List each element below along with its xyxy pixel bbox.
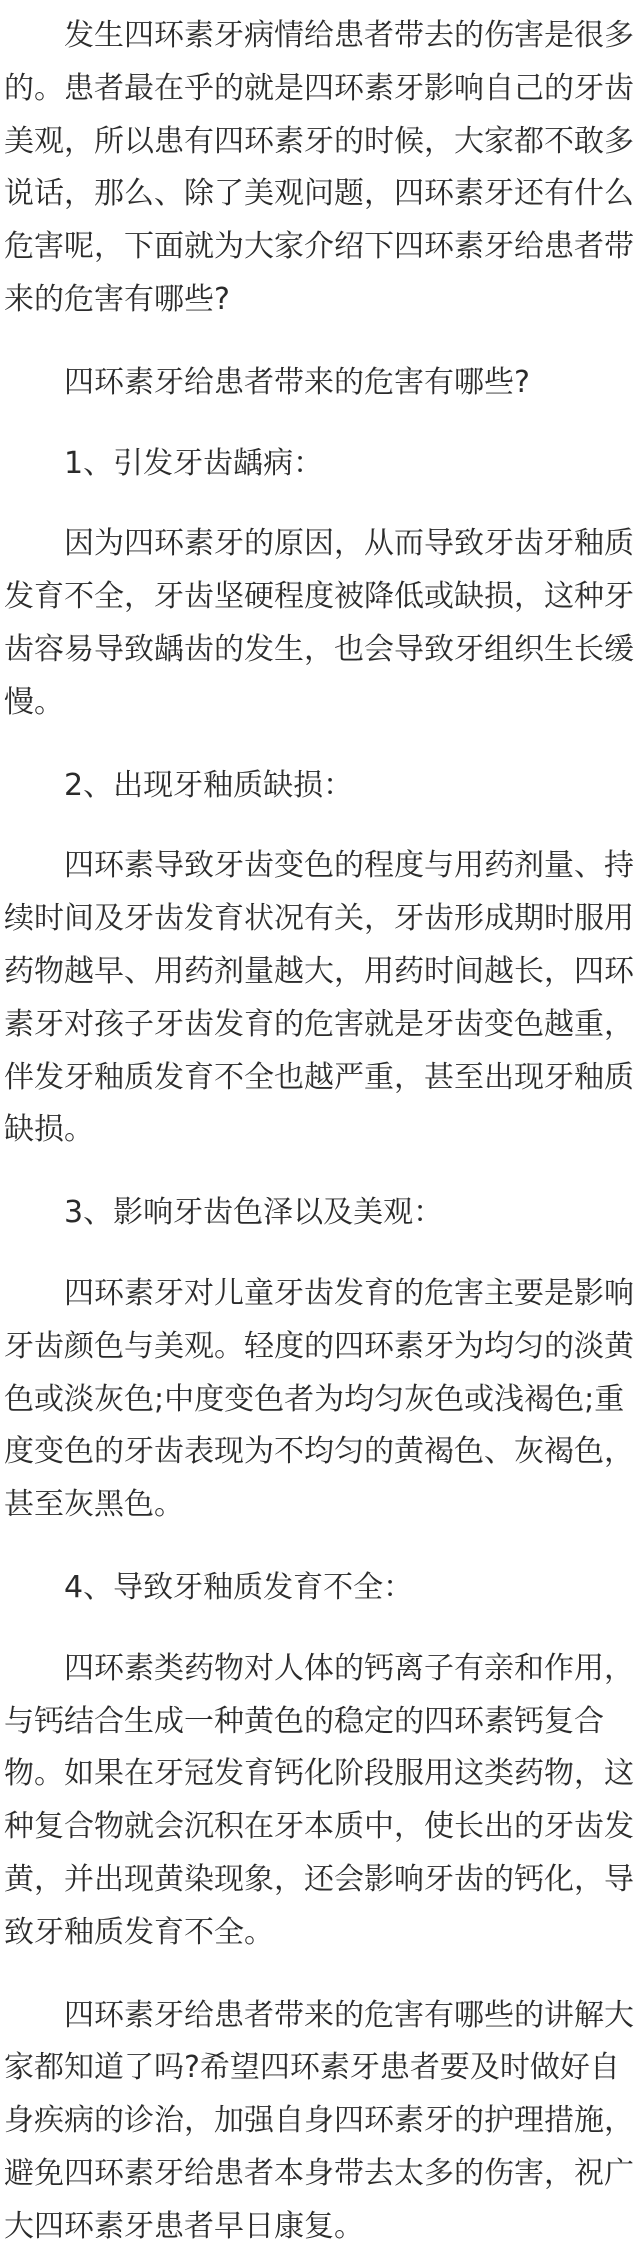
paragraph-2: 四环素导致牙齿变色的程度与用药剂量、持续时间及牙齿发育状况有关，牙齿形成期时服用药物越早、用药剂量越大，用药时间越长，四环素牙对孩子牙齿发育的危害就是牙齿变色越重，伴发牙釉质发育不全也越严重，甚至出现牙釉质缺损。 bbox=[4, 840, 638, 1157]
subheading-3: 3、影响牙齿色泽以及美观： bbox=[4, 1187, 638, 1240]
paragraph-1: 因为四环素牙的原因，从而导致牙齿牙釉质发育不全，牙齿坚硬程度被降低或缺损，这种牙齿容易导致龋齿的发生，也会导致牙组织生长缓慢。 bbox=[4, 518, 638, 729]
paragraph-4: 四环素类药物对人体的钙离子有亲和作用，与钙结合生成一种黄色的稳定的四环素钙复合物。如果在牙冠发育钙化阶段服用这类药物，这种复合物就会沉积在牙本质中，使长出的牙齿发黄，并出现黄染现象，还会影响牙齿的钙化，导致牙釉质发育不全。 bbox=[4, 1643, 638, 1960]
subheading-2: 2、出现牙釉质缺损： bbox=[4, 760, 638, 813]
subheading-4: 4、导致牙釉质发育不全： bbox=[4, 1562, 638, 1615]
section-question: 四环素牙给患者带来的危害有哪些? bbox=[4, 357, 638, 410]
paragraph-3: 四环素牙对儿童牙齿发育的危害主要是影响牙齿颜色与美观。轻度的四环素牙为均匀的淡黄色或淡灰色;中度变色者为均匀灰色或浅褐色;重度变色的牙齿表现为不均匀的黄褐色、灰褐色，甚至灰黑色。 bbox=[4, 1268, 638, 1532]
subheading-1: 1、引发牙齿龋病： bbox=[4, 438, 638, 491]
intro-paragraph: 发生四环素牙病情给患者带去的伤害是很多的。患者最在乎的就是四环素牙影响自己的牙齿美观，所以患有四环素牙的时候，大家都不敢多说话，那么、除了美观问题，四环素牙还有什么危害呢，下面就为大家介绍下四环素牙给患者带来的危害有哪些? bbox=[4, 10, 638, 327]
conclusion-paragraph: 四环素牙给患者带来的危害有哪些的讲解大家都知道了吗?希望四环素牙患者要及时做好自身疾病的诊治，加强自身四环素牙的护理措施，避免四环素牙给患者本身带去太多的伤害，祝广大四环素牙患者早日康复。 bbox=[4, 1990, 638, 2253]
